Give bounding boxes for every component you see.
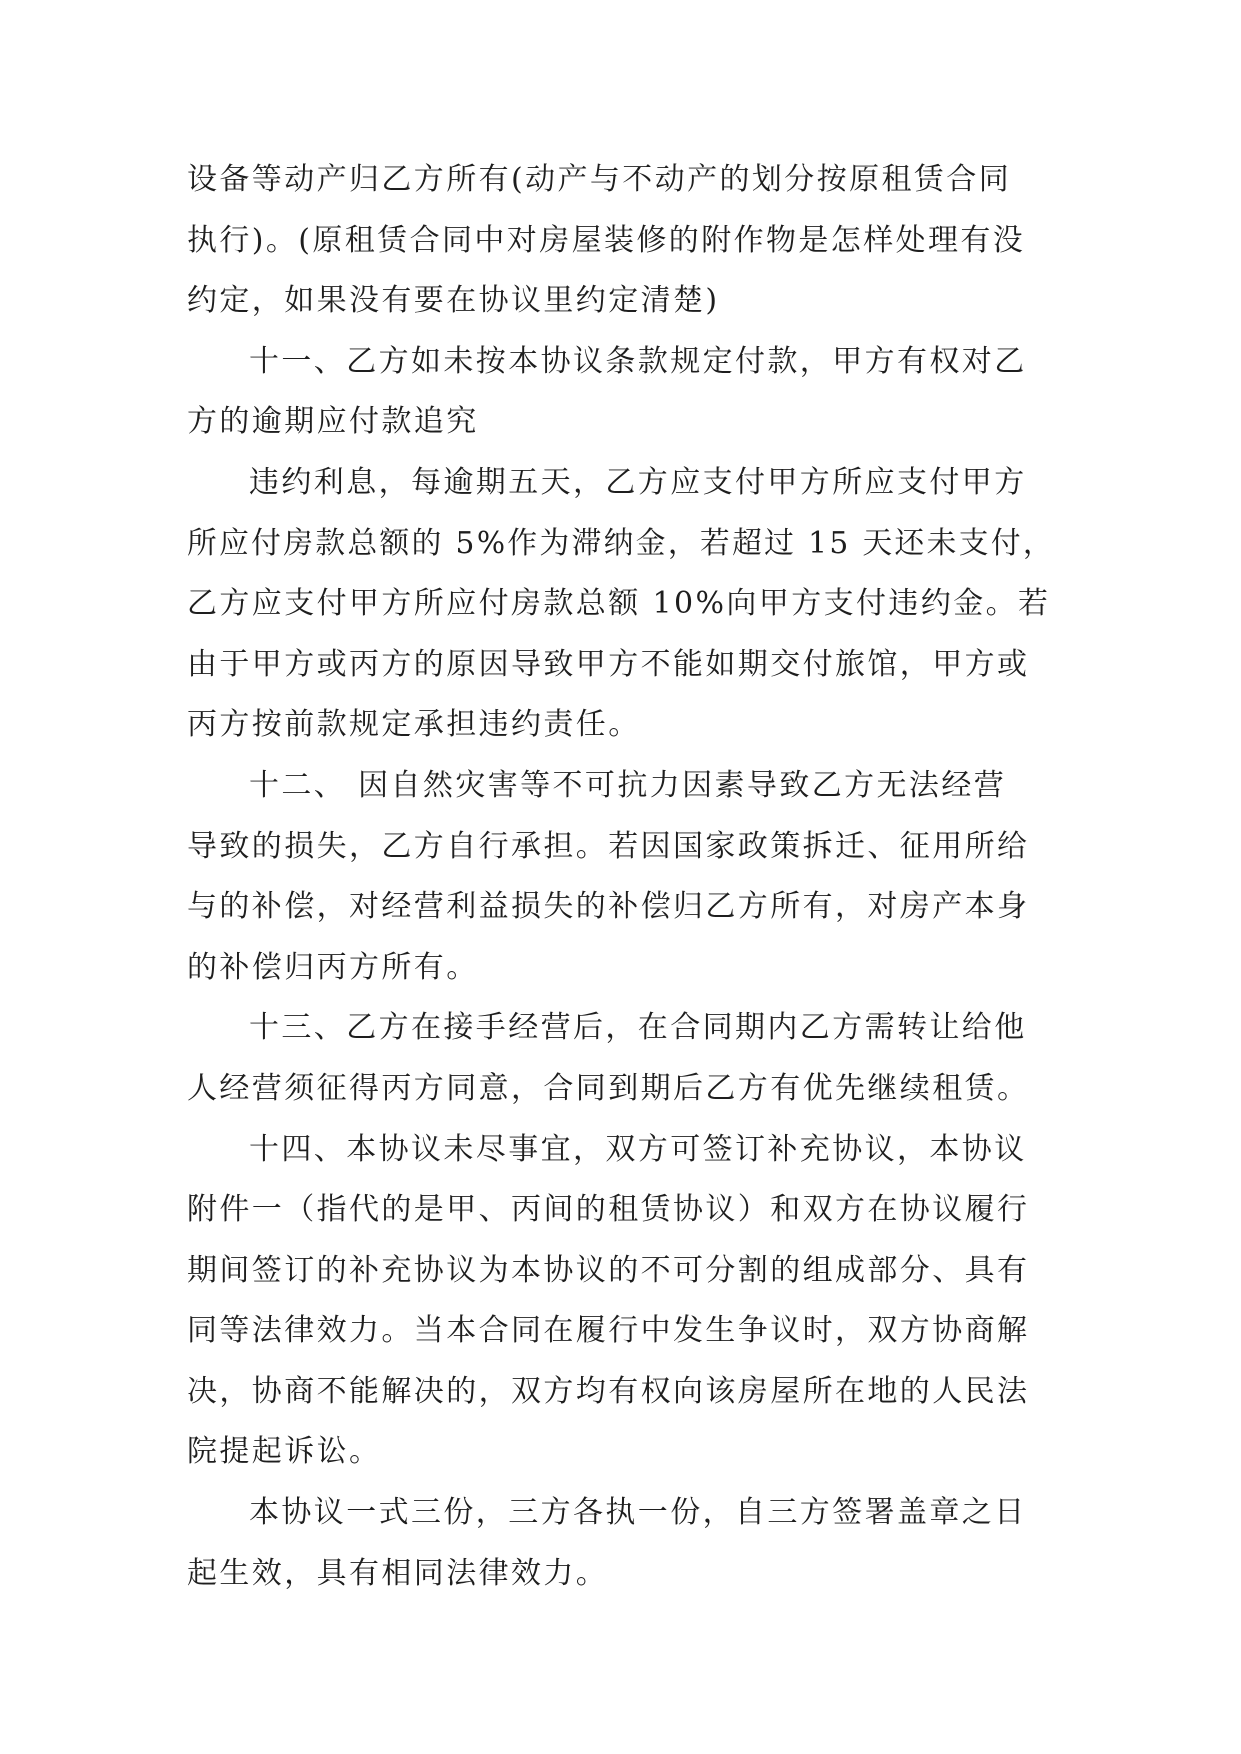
text-line: 决，协商不能解决的，双方均有权向该房屋所在地的人民法 [187, 1373, 1030, 1409]
paragraph-clause-14 [187, 1120, 1055, 1484]
paragraph-clause-12 [187, 756, 1055, 998]
text-line: 本协议一式三份，三方各执一份，自三方签署盖章之日 [249, 1495, 1027, 1531]
text-line: 十一、乙方如未按本协议条款规定付款，甲方有权对乙 [249, 343, 1027, 379]
text-line: 由于甲方或丙方的原因导致甲方不能如期交付旅馆，甲方或 [187, 646, 1030, 682]
text-line: 与的补偿，对经营利益损失的补偿归乙方所有，对房产本身 [187, 889, 1030, 925]
paragraph-copies-effective [187, 1483, 1055, 1604]
text-line: 十三、乙方在接手经营后，在合同期内乙方需转让给他 [249, 1010, 1027, 1046]
text-line: 起生效，具有相同法律效力。 [187, 1555, 609, 1591]
text-line: 设备等动产归乙方所有(动产与不动产的划分按原租赁合同 [187, 162, 1012, 197]
text-line: 同等法律效力。当本合同在履行中发生争议时，双方协商解 [187, 1313, 1030, 1349]
paragraph-penalty [187, 453, 1055, 756]
paragraph-clause-10-continued [187, 150, 1055, 332]
text-line: 院提起诉讼。 [187, 1434, 382, 1470]
text-line: 附件一（指代的是甲、丙间的租赁协议）和双方在协议履行 [187, 1192, 1030, 1228]
text-line: 方的逾期应付款追究 [187, 404, 479, 440]
text-line: 所应付房款总额的 5%作为滞纳金，若超过 15 天还未支付， [187, 525, 1055, 561]
document-page [187, 150, 1055, 1604]
paragraph-clause-11 [187, 332, 1055, 453]
text-line: 十四、本协议未尽事宜，双方可签订补充协议，本协议 [249, 1131, 1027, 1167]
text-line: 导致的损失，乙方自行承担。若因国家政策拆迁、征用所给 [187, 828, 1030, 864]
text-line: 违约利息，每逾期五天，乙方应支付甲方所应支付甲方 [249, 464, 1027, 500]
text-line: 人经营须征得丙方同意，合同到期后乙方有优先继续租赁。 [187, 1070, 1030, 1106]
text-line: 丙方按前款规定承担违约责任。 [187, 707, 641, 743]
text-line: 的补偿归丙方所有。 [187, 949, 479, 985]
text-line: 期间签订的补充协议为本协议的不可分割的组成部分、具有 [187, 1252, 1030, 1288]
text-line: 乙方应支付甲方所应付房款总额 10%向甲方支付违约金。若 [187, 586, 1051, 622]
text-line: 执行)。(原租赁合同中对房屋装修的附作物是怎样处理有没 [187, 222, 1026, 258]
text-line: 十二、 因自然灾害等不可抗力因素导致乙方无法经营 [249, 767, 1007, 803]
text-line: 约定，如果没有要在协议里约定清楚) [187, 283, 720, 319]
paragraph-clause-13 [187, 998, 1055, 1119]
